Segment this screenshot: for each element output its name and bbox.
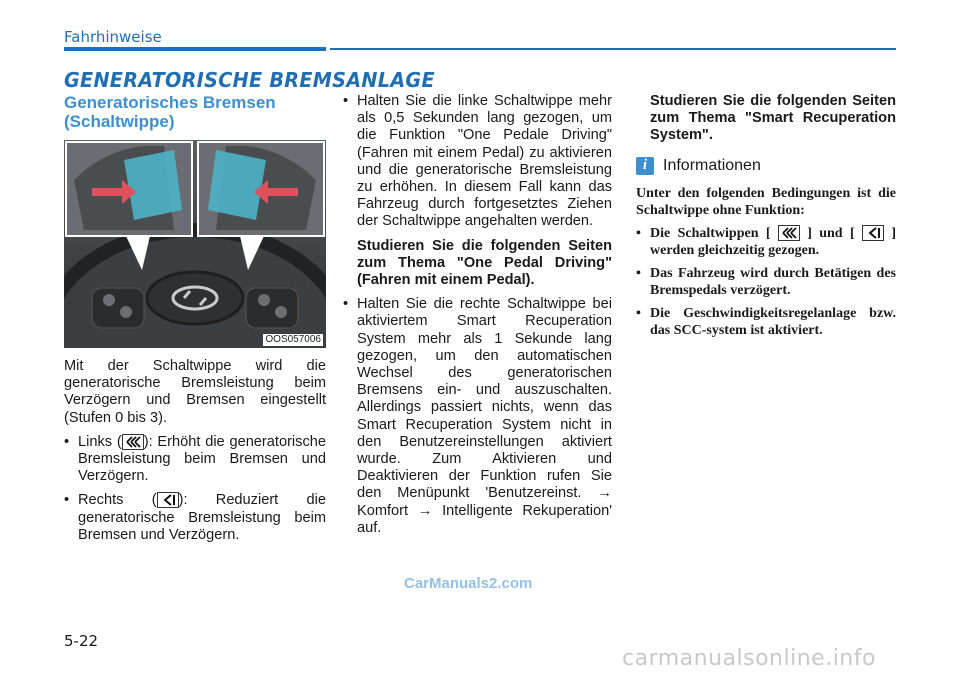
- list-item-text: ] und [: [807, 225, 855, 241]
- list-item-text: Links (: [78, 433, 122, 450]
- list-item-text: ): Erhöht die generatorische Bremsleistung beim Bremsen und Verzögern.: [78, 433, 327, 485]
- minus-paddle-icon: [122, 434, 144, 450]
- info-icon: i: [636, 157, 654, 175]
- list-item: • Das Fahrzeug wird durch Betätigen des Bremspedals verzögert.: [636, 265, 896, 299]
- list-item: [64, 492, 326, 544]
- watermark-carmanualsonline: carmanualsonline.info: [622, 646, 876, 671]
- header-rule-thick: [64, 47, 326, 51]
- list-item: [636, 225, 896, 259]
- page-title: GENERATORISCHE BREMSANLAGE: [64, 68, 435, 92]
- hold-paddle-list: [343, 93, 612, 231]
- list-item-text: ): Reduziert die generatorische Bremsleistung beim Bremsen und Verzögern.: [78, 492, 326, 543]
- minus-paddle-icon: [778, 225, 800, 241]
- info-header: [636, 157, 896, 175]
- plus-paddle-icon: [157, 492, 179, 508]
- list-item: • Halten Sie die rechte Schaltwippe bei aktiviertem Smart Recuperation System mehr als 1 Sekunde lang gezogen, um den automatischen Wechsel des generatorischen Bremsens ein- und auszuschalten. Allerdings passiert nichts, wenn das Smart Recuperation System nicht in den Benutzereinstellungen aktiviert wurde. Zum Aktivieren und Deaktivieren der Funktion rufen Sie den Menüpunkt 'Benutzereinst. → Komfort → Intelligente Rekuperation' auf.: [343, 296, 612, 537]
- one-pedal-note: Studieren Sie die folgenden Seiten zum Thema "One Pedal Driving" (Fahren mit einem Pedal).: [357, 237, 612, 289]
- page-number: 5-22: [64, 632, 99, 650]
- hold-paddle-list-2: [343, 296, 612, 537]
- steering-wheel-illustration: [64, 140, 326, 348]
- column-3: [636, 93, 896, 346]
- list-item-text: Rechts (: [78, 492, 157, 509]
- section-label: Fahrhinweise: [64, 28, 162, 46]
- smart-recuperation-note: Studieren Sie die folgenden Seiten zum Thema "Smart Recuperation System".: [650, 93, 896, 144]
- list-item: • Die Geschwindigkeitsregelanlage bzw. das SCC-system ist aktiviert.: [636, 305, 896, 339]
- list-item-text: Die Schaltwippen [: [650, 225, 771, 241]
- column-2: [343, 93, 612, 544]
- watermark-carmanuals2: CarManuals2.com: [404, 575, 533, 592]
- info-list: [636, 225, 896, 339]
- info-title: Informationen: [663, 157, 761, 174]
- list-item: • Halten Sie die linke Schaltwippe mehr als 0,5 Sekunden lang gezogen, um die Funktion "One Pedale Driving" (Fahren mit einem Pedal) zu aktivieren und die generatorische Bremsleistung zu erhöhen. In diesem Fall kann das Fahrzeug durch fortgesetztes Ziehen der Schaltwippe angehalten werden.: [343, 93, 612, 231]
- list-item: [64, 434, 326, 486]
- plus-paddle-icon: [862, 225, 884, 241]
- list-item-text: ] werden gleichzeitig gezogen.: [650, 225, 897, 258]
- header-rule-thin: [330, 48, 896, 50]
- subsection-title: Generatorisches Bremsen (Schaltwippe): [64, 93, 276, 131]
- column-1: [64, 93, 326, 551]
- paddle-shifter-figure: [64, 140, 326, 348]
- intro-paragraph: Mit der Schaltwippe wird die generatorische Bremsleistung beim Verzögern und Bremsen eingestellt (Stufen 0 bis 3).: [64, 358, 326, 426]
- info-intro: Unter den folgenden Bedingungen ist die Schaltwippe ohne Funktion:: [636, 185, 896, 218]
- figure-code: OOS057006: [265, 334, 321, 345]
- paddle-list: [64, 434, 326, 544]
